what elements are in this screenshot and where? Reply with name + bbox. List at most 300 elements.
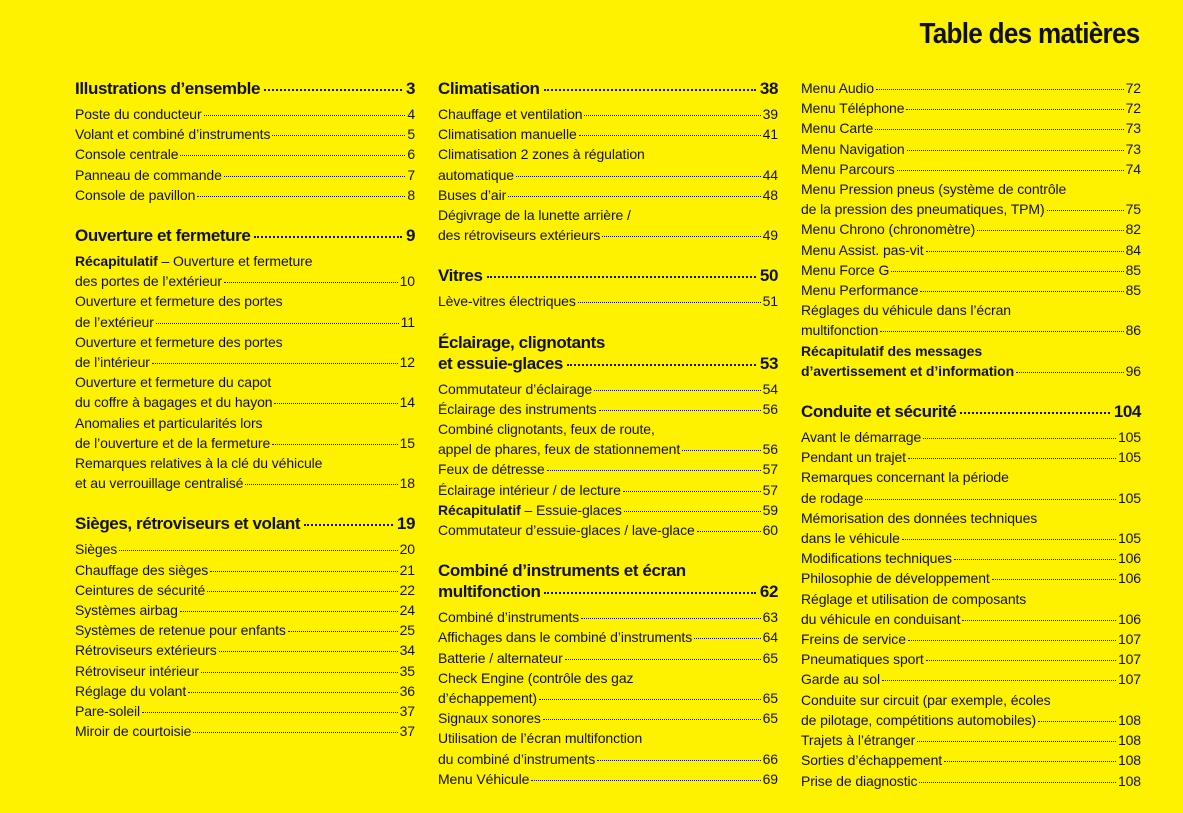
toc-entry-row [801,629,1141,649]
toc-entry-row [75,165,415,185]
toc-entry-line1-text: Check Engine (contrôle des gaz [438,669,634,686]
toc-entry-line1-text: Ouverture et fermeture des portes [75,333,283,350]
dot-leader [543,719,761,720]
toc-entry-text: Combiné d’instruments [438,609,580,626]
dot-leader [960,412,1109,414]
section-page-number: 104 [1113,402,1141,422]
toc-entry-text: multifonction [801,322,879,339]
toc-entry-bold-label: Récapitulatif [75,253,158,270]
toc-entry-row [438,291,778,311]
toc-entry[interactable] [801,508,1141,548]
toc-page-number: 63 [762,609,778,626]
dot-leader [891,271,1123,272]
toc-entry[interactable] [801,341,1141,381]
toc-page-number: 73 [1125,120,1141,137]
toc-entry[interactable] [438,185,778,205]
toc-entry-text-wrap [75,661,199,681]
toc-entry-row [75,185,415,205]
toc-entry-text: Pneumatiques sport [801,651,924,668]
toc-entry-row [75,312,415,332]
toc-page-number: 4 [407,106,415,122]
toc-page-number: 108 [1117,772,1141,789]
toc-entry[interactable] [801,447,1141,467]
toc-entry[interactable] [75,124,415,144]
toc-entry-text: Chauffage et ventilation [438,106,583,122]
toc-entry-text: Menu Chrono (chronomètre) [801,221,976,238]
toc-section-heading [438,265,778,286]
toc-entry-row [801,649,1141,669]
toc-page-number: 107 [1117,671,1141,688]
toc-entry-text-wrap [438,399,597,419]
dot-leader [920,291,1123,292]
dot-leader [584,115,760,116]
dot-leader [193,732,397,733]
toc-entry-text: de la pression des pneumatiques, TPM) [801,201,1045,218]
toc-entry[interactable] [801,159,1141,179]
toc-entry[interactable] [75,661,415,681]
dot-leader [531,780,760,781]
toc-entry-row [801,548,1141,568]
dot-leader [272,135,405,136]
toc-entry-row [75,433,415,453]
toc-page-number: 37 [399,723,415,740]
toc-entry[interactable] [438,480,778,500]
toc-entry-text: dans le véhicule [801,530,900,547]
toc-entry[interactable] [801,300,1141,340]
toc-entry-text-wrap [801,771,917,791]
toc-entry-line1 [75,453,415,473]
toc-entry-row [801,528,1141,548]
dot-leader [1047,210,1124,211]
toc-entry-text: Prise de diagnostic [801,772,918,789]
toc-entry-text-wrap [75,185,195,205]
dot-leader [508,196,760,197]
toc-entry[interactable] [438,728,778,768]
toc-entry[interactable] [75,539,415,559]
toc-entry-text: Buses d’air [438,186,507,203]
toc-entry-text: Console centrale [75,146,179,163]
toc-page-number: 49 [762,227,778,244]
dot-leader [544,89,756,91]
toc-page-number: 34 [399,642,415,659]
toc-entry[interactable] [801,139,1141,159]
toc-entry-bold-line1: Récapitulatif des messages [801,342,983,359]
toc-entry-line1-text: Conduite sur circuit (par exemple, écoles [801,691,1051,708]
toc-entry-text-wrap [438,627,692,647]
toc-entry-line1-text: Combiné clignotants, feux de route, [438,421,655,438]
toc-entry-line1 [438,728,778,748]
toc-entry-line1-text: Climatisation 2 zones à régulation [438,146,645,163]
toc-section-heading [438,332,778,374]
toc-entry-text: Pendant un trajet [801,449,906,466]
toc-entry-row [801,98,1141,118]
toc-entry[interactable] [801,669,1141,689]
dot-leader [119,550,397,551]
toc-entry[interactable] [801,240,1141,260]
toc-page-number: 106 [1117,550,1141,567]
toc-entry[interactable] [75,291,415,331]
toc-entry-row [438,520,778,540]
toc-entry[interactable] [75,165,415,185]
toc-entry-bold-text: d’avertissement et d’information [801,362,1015,379]
dot-leader [908,458,1116,459]
toc-entry[interactable] [801,649,1141,669]
toc-entry[interactable] [801,467,1141,507]
toc-page-number: 85 [1125,282,1141,299]
dot-leader [547,470,761,471]
toc-page-number: 51 [762,293,778,310]
toc-entry[interactable] [438,205,778,245]
toc-page-number: 84 [1125,241,1141,258]
dot-leader [597,760,761,761]
toc-entry[interactable] [75,144,415,164]
toc-entry[interactable] [801,771,1141,791]
toc-entry-text: Menu Véhicule [438,770,530,787]
toc-entry-text: Rétroviseurs extérieurs [75,642,217,659]
toc-entry[interactable] [801,690,1141,730]
toc-entry-row [801,669,1141,689]
toc-page-number: 65 [762,690,778,707]
toc-entry-row [801,320,1141,340]
dot-leader [272,444,397,445]
toc-entry[interactable] [438,459,778,479]
dot-leader [487,276,756,278]
toc-entry[interactable] [438,708,778,728]
toc-entry[interactable] [438,607,778,627]
toc-page-number: 72 [1125,100,1141,117]
dot-leader [254,236,402,238]
toc-entry-text-wrap [438,769,529,789]
toc-page-number: 36 [399,682,415,699]
toc-entry-line1-text: Réglage et utilisation de composants [801,590,1027,607]
toc-entry[interactable] [438,627,778,647]
dot-leader [880,331,1123,332]
toc-entry[interactable] [438,379,778,399]
toc-entry[interactable] [438,668,778,708]
dot-leader [923,438,1116,439]
toc-entry-text: Climatisation manuelle [438,126,577,143]
toc-entry-row [438,379,778,399]
toc-section-heading [75,78,415,99]
toc-entry-text-wrap [75,312,154,332]
toc-entry[interactable] [801,548,1141,568]
toc-entry-row [801,447,1141,467]
toc-entry[interactable] [75,560,415,580]
section-title: multifonction [438,582,541,602]
toc-page-number: 57 [762,461,778,478]
toc-entry-line1 [438,668,778,688]
toc-entry-text-wrap [438,439,680,459]
toc-entry-text-wrap [75,433,270,453]
toc-entry-text: automatique [438,166,514,183]
toc-entry-text-wrap [801,320,878,340]
toc-entry-text-wrap [801,118,873,138]
dot-leader [224,282,398,283]
toc-entry-text: Sorties d’échappement [801,752,943,769]
dot-leader [682,450,760,451]
toc-entry-text-wrap [438,185,506,205]
toc-entry[interactable] [801,568,1141,588]
section-title-row [438,78,778,99]
toc-entry-row [801,771,1141,791]
toc-entry[interactable] [438,124,778,144]
toc-entry-text: d’échappement) [438,690,537,707]
toc-entry-row [801,219,1141,239]
dot-leader [1038,721,1116,722]
toc-entry-text-wrap [801,427,921,447]
toc-entry-line1 [801,690,1141,710]
toc-entry-line1 [75,251,415,271]
toc-entry-row [75,600,415,620]
section-title-line1: Éclairage, clignotants [438,332,605,352]
toc-entry-row [801,118,1141,138]
toc-entry[interactable] [75,453,415,493]
toc-entry-row [75,620,415,640]
toc-entry[interactable] [438,648,778,668]
toc-entry-row [75,681,415,701]
toc-page-number: 18 [399,475,415,492]
toc-page-number: 105 [1117,449,1141,466]
dot-leader [565,659,761,660]
toc-entry-row [75,144,415,164]
toc-entry-row [801,427,1141,447]
toc-entry-row [438,439,778,459]
toc-entry-text-wrap [75,681,186,701]
dot-leader [152,363,398,364]
dot-leader [207,591,397,592]
toc-entry-text-wrap [75,392,272,412]
toc-entry[interactable] [75,620,415,640]
toc-entry-text: Garde au sol [801,671,880,688]
toc-entry-text-wrap [438,291,576,311]
toc-entry[interactable] [75,372,415,412]
toc-entry[interactable] [801,179,1141,219]
toc-entry-text: Signaux sonores [438,710,541,727]
toc-entry[interactable] [438,399,778,419]
toc-entry-row [75,560,415,580]
toc-entry-text: Menu Performance [801,282,919,299]
dot-leader [623,491,761,492]
toc-entry-text: – Essuie-glaces [520,501,622,518]
toc-entry-row [438,749,778,769]
dot-leader [204,115,406,116]
toc-entry-text: Menu Audio [801,80,874,96]
toc-section-heading [75,225,415,246]
toc-entry-line1 [438,205,778,225]
toc-entry[interactable] [75,640,415,660]
toc-entry[interactable] [438,144,778,184]
section-title-row [438,353,778,374]
dot-leader [624,511,761,512]
toc-entry-text-wrap [75,701,140,721]
toc-entry-text-wrap [801,730,915,750]
dot-leader [304,524,393,526]
toc-entry-text: Volant et combiné d’instruments [75,126,271,143]
toc-entry-text-wrap [801,260,889,280]
toc-entry-text-wrap [438,607,579,627]
toc-entry-text: Affichages dans le combiné d’instruments [438,629,693,646]
toc-entry-line1-text: Ouverture et fermeture du capot [75,374,272,391]
toc-entry[interactable] [75,332,415,372]
toc-entry[interactable] [801,629,1141,649]
toc-page-number: 105 [1117,530,1141,547]
toc-entry[interactable] [438,291,778,311]
section-title: Vitres [438,266,483,286]
toc-entry[interactable] [75,251,415,291]
toc-entry-row [801,159,1141,179]
section-page-number: 3 [405,79,415,98]
toc-entry-text: de l’ouverture et de la fermeture [75,434,271,451]
toc-entry-row [801,240,1141,260]
toc-entry[interactable] [801,589,1141,629]
toc-entry-row [75,104,415,124]
toc-entry-text-wrap [801,78,874,98]
toc-entry-bold-text: Récapitulatif [438,501,521,518]
toc-entry-text-wrap [438,648,563,668]
dot-leader [210,571,397,572]
toc-entry-row [75,473,415,493]
toc-entry-text: des portes de l’extérieur [75,273,222,290]
toc-entry-text: Lève-vitres électriques [438,293,576,310]
toc-page-number: 24 [399,602,415,619]
toc-column-3 [801,78,1141,791]
toc-entry-text: Trajets à l’étranger [801,732,916,749]
toc-page-number: 14 [399,394,415,411]
toc-entry-row [75,392,415,412]
toc-entry[interactable] [438,500,778,520]
toc-entry-row [75,580,415,600]
toc-page-number: 22 [399,581,415,598]
toc-entry[interactable] [438,104,778,124]
toc-page-number: 6 [407,146,415,163]
toc-page-number: 12 [399,354,415,371]
toc-entry-text: Pare-soleil [75,703,141,720]
toc-page-number: 108 [1117,711,1141,728]
toc-entry[interactable] [801,750,1141,770]
toc-page-number: 25 [399,622,415,639]
section-title-row [75,78,415,99]
toc-page-number: 66 [762,750,778,767]
toc-page-number: 107 [1117,651,1141,668]
toc-entry[interactable] [75,185,415,205]
toc-entry[interactable] [801,280,1141,300]
toc-entry-text: Feux de détresse [438,461,545,478]
toc-page-number: 106 [1117,610,1141,627]
toc-entry-text: appel de phares, feux de stationnement [438,441,681,458]
toc-entry-row [438,500,778,520]
toc-entry[interactable] [75,701,415,721]
toc-entry-text: et au verrouillage centralisé [75,475,244,492]
toc-entry[interactable] [438,769,778,789]
toc-entry[interactable] [438,419,778,459]
toc-entry-line1 [75,332,415,352]
toc-entry-text-wrap [438,520,695,540]
toc-entry[interactable] [75,681,415,701]
toc-page-number: 8 [407,186,415,203]
toc-page-number: 106 [1117,570,1141,587]
toc-entry[interactable] [75,721,415,741]
toc-page-number: 41 [762,126,778,143]
section-title: et essuie-glaces [438,353,563,373]
toc-entry-row [438,165,778,185]
dot-leader [977,230,1123,231]
dot-leader [919,782,1116,783]
dot-leader [1016,372,1124,373]
toc-entry-row [438,648,778,668]
toc-entry-text-wrap [75,640,217,660]
toc-entry-text: de pilotage, compétitions automobiles) [801,711,1037,728]
toc-entry[interactable] [75,580,415,600]
toc-entry-text: Commutateur d’essuie-glaces / lave-glace [438,522,695,539]
toc-page-number: 65 [762,710,778,727]
toc-entry[interactable] [801,98,1141,118]
toc-page-number: 7 [407,166,415,183]
toc-entry-row [75,539,415,559]
dot-leader [579,135,761,136]
toc-entry-text-wrap [801,649,924,669]
toc-entry-line1 [75,372,415,392]
toc-entry-text-wrap [438,500,622,520]
toc-entry[interactable] [75,413,415,453]
dot-leader [274,403,397,404]
dot-leader [865,499,1116,500]
toc-entry[interactable] [801,118,1141,138]
toc-entry-text-wrap [75,104,202,124]
toc-entry[interactable] [801,730,1141,750]
dot-leader [917,741,1116,742]
toc-entry-row [75,352,415,372]
toc-entry-text-wrap [801,710,1036,730]
toc-entry[interactable] [438,520,778,540]
toc-entry-line1 [801,300,1141,320]
toc-entry-text-wrap [438,459,545,479]
toc-entry-text-wrap [801,528,900,548]
section-title-row [438,581,778,602]
toc-entry-row [438,104,778,124]
section-title-line1: Combiné d’instruments et écran [438,561,686,581]
toc-entry-row [801,488,1141,508]
dot-leader [926,251,1124,252]
toc-entry[interactable] [75,600,415,620]
toc-section-heading [801,401,1141,422]
toc-entry-text-wrap [75,473,243,493]
section-page-number: 19 [396,514,415,534]
dot-leader [875,129,1123,130]
toc-entry-row [438,708,778,728]
toc-entry-row [75,640,415,660]
toc-entry[interactable] [801,260,1141,280]
dot-leader [581,618,761,619]
toc-entry-text: Chauffage des sièges [75,561,209,578]
dot-leader [201,672,398,673]
toc-entry[interactable] [801,219,1141,239]
toc-entry-row [801,609,1141,629]
toc-entry-text: Philosophie de développement [801,570,990,587]
toc-entry[interactable] [801,427,1141,447]
toc-entry-text-wrap [75,560,208,580]
toc-entry[interactable] [75,104,415,124]
toc-entry-row [801,199,1141,219]
toc-entry[interactable] [801,78,1141,98]
page-title: Table des matières [919,18,1140,50]
toc-entry-text: Panneau de commande [75,166,222,183]
toc-entry-line1 [438,419,778,439]
dot-leader [694,638,761,639]
toc-entry-text-wrap [75,721,191,741]
dot-leader [954,559,1116,560]
dot-leader [288,631,398,632]
section-title: Illustrations d’ensemble [75,79,261,98]
